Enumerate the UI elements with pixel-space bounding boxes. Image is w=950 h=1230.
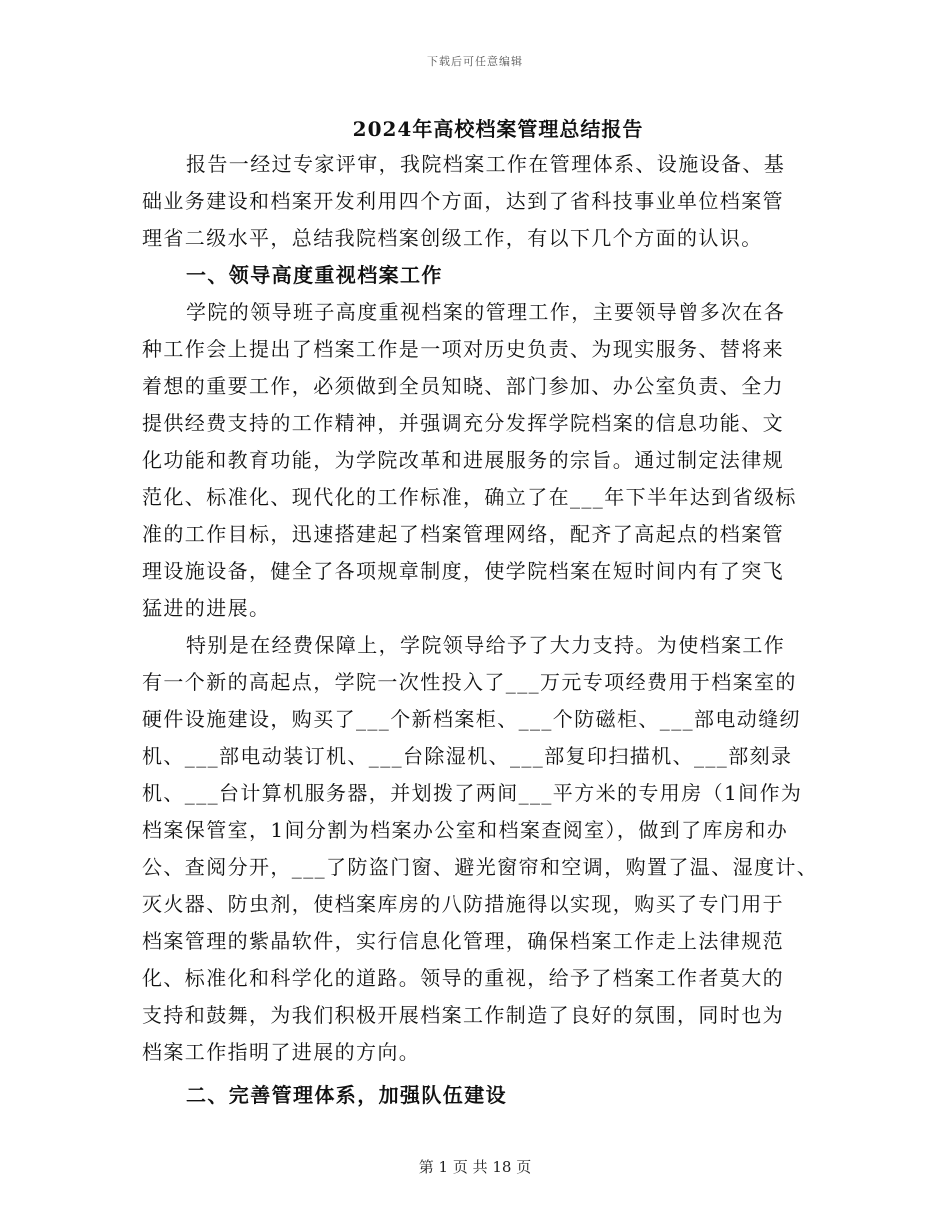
paragraph-line: 灭火器、防虫剂，使档案库房的八防措施得以实现，购买了专门用于: [142, 892, 784, 916]
paragraph-line: 准的工作目标，迅速搭建起了档案管理网络，配齐了高起点的档案管: [142, 522, 784, 546]
paragraph-line: 档案工作指明了进展的方向。: [142, 1040, 421, 1064]
paragraph-line: 硬件设施建设，购买了___个新档案柜、___个防磁柜、___部电动缝纫: [142, 707, 801, 731]
paragraph-line: 档案管理的紫晶软件，实行信息化管理，确保档案工作走上法律规范: [142, 929, 784, 953]
paragraph-line: 理设施设备，健全了各项规章制度，使学院档案在短时间内有了突飞: [142, 559, 784, 583]
header-note: 下载后可任意编辑: [427, 55, 523, 68]
paragraph-line: 范化、标准化、现代化的工作标准，确立了在___年下半年达到省级标: [142, 485, 797, 509]
paragraph-line: 支持和鼓舞，为我们积极开展档案工作制造了良好的氛围，同时也为: [142, 1003, 784, 1027]
paragraph-line: 有一个新的高起点，学院一次性投入了___万元专项经费用于档案室的: [142, 670, 797, 694]
paragraph-line: 学院的领导班子高度重视档案的管理工作，主要领导曾多次在各: [186, 300, 786, 324]
section-heading: 二、完善管理体系，加强队伍建设: [186, 1083, 507, 1107]
paragraph-line: 种工作会上提出了档案工作是一项对历史负责、为现实服务、替将来: [142, 337, 784, 361]
document-title: 2024年高校档案管理总结报告: [352, 117, 644, 141]
paragraph-line: 猛进的进展。: [142, 596, 271, 620]
paragraph-line: 特别是在经费保障上，学院领导给予了大力支持。为使档案工作: [186, 633, 786, 657]
paragraph-line: 础业务建设和档案开发利用四个方面，达到了省科技事业单位档案管: [142, 189, 784, 213]
paragraph-line: 公、查阅分开，___了防盗门窗、避光窗帘和空调，购置了温、湿度计、: [142, 855, 819, 879]
paragraph-line: 化功能和教育功能，为学院改革和进展服务的宗旨。通过制定法律规: [142, 448, 784, 472]
section-heading: 一、领导高度重视档案工作: [186, 263, 443, 287]
paragraph-line: 着想的重要工作，必须做到全员知晓、部门参加、办公室负责、全力: [142, 374, 784, 398]
document-body: [142, 146, 822, 1114]
paragraph-line: 理省二级水平，总结我院档案创级工作，有以下几个方面的认识。: [142, 226, 763, 250]
paragraph-line: 化、标准化和科学化的道路。领导的重视，给予了档案工作者莫大的: [142, 966, 784, 990]
page-number-footer: 第 1 页 共 18 页: [418, 1158, 532, 1176]
paragraph-line: 报告一经过专家评审，我院档案工作在管理体系、设施设备、基: [186, 152, 786, 176]
paragraph-line: 提供经费支持的工作精神，并强调充分发挥学院档案的信息功能、文: [142, 411, 784, 435]
paragraph-line: 机、___台计算机服务器，并划拨了两间___平方米的专用房（1间作为: [142, 781, 803, 805]
paragraph-line: 机、___部电动装订机、___台除湿机、___部复印扫描机、___部刻录: [142, 744, 793, 768]
paragraph-line: 档案保管室，1间分割为档案办公室和档案查阅室），做到了库房和办: [142, 818, 789, 842]
